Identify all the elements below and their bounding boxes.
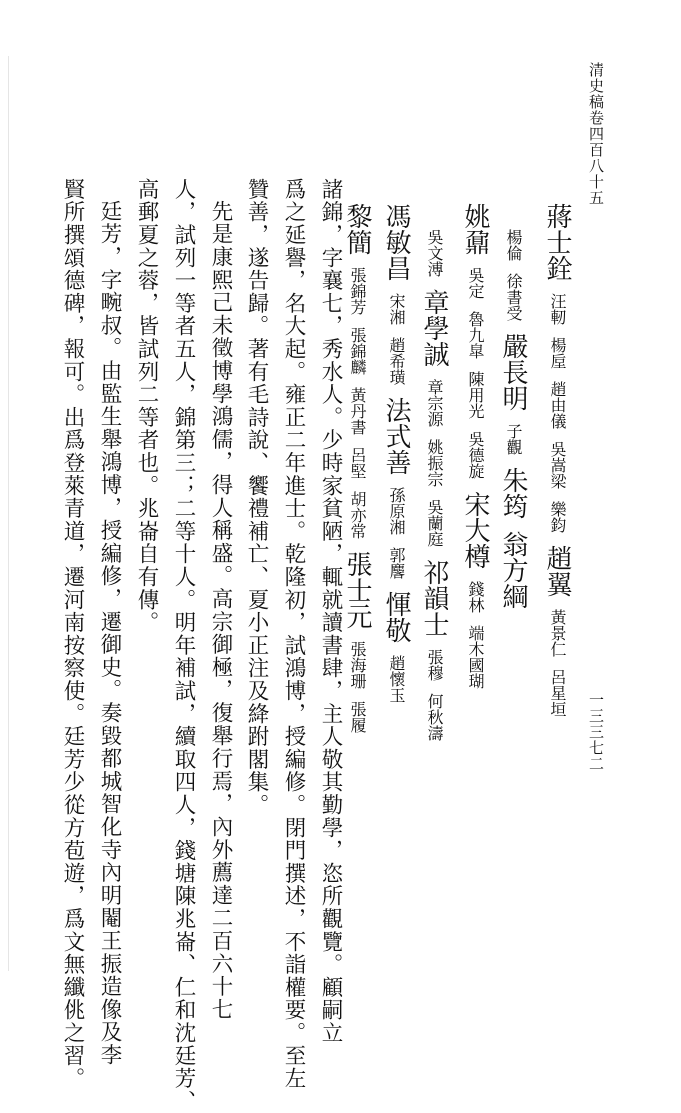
toc-entry-column xyxy=(462,203,488,689)
toc-entry-column xyxy=(544,203,570,717)
appended-biography-name: 張穆 xyxy=(425,649,444,681)
appended-biography-name: 吳嵩梁 xyxy=(548,441,567,489)
appended-biography-name: 汪軔 xyxy=(548,293,567,325)
appended-biography-name: 端木國瑚 xyxy=(466,625,485,689)
main-biography-name: 宋大樽 xyxy=(460,491,490,569)
appended-biography-name: 吳文溥 xyxy=(425,229,444,277)
main-biography-name: 趙翼 xyxy=(542,545,572,597)
appended-biography-name: 黃景仁 xyxy=(548,609,567,657)
page-number: 一三三七二 xyxy=(587,692,605,772)
toc-entry-column xyxy=(344,203,370,733)
main-biography-name: 法式善 xyxy=(381,397,411,475)
appended-biography-name: 張錦芳 xyxy=(348,267,367,315)
body-column: 人，試列一等者五人，錦第三；二等十人。明年補試，續取四人，錢塘陳兆崙、仁和沈廷芳、 xyxy=(171,178,196,1113)
appended-biography-name: 宋湘 xyxy=(387,293,406,325)
toc-entry-column xyxy=(383,203,409,703)
main-biography-name: 黎簡 xyxy=(342,203,372,255)
appended-biography-name: 章宗源 xyxy=(425,379,444,427)
appended-biography-name: 楊倫 xyxy=(504,229,523,261)
main-biography-name: 惲敬 xyxy=(381,591,411,643)
appended-biography-name: 張海珊 xyxy=(348,641,367,689)
body-column: 贊善，遂告歸。著有毛詩說、饗禮補亡、夏小正注及絳跗閣集。 xyxy=(244,178,269,817)
body-column: 諸錦，字襄七，秀水人。少時家貧陋，輒就讀書肆，主人敬其勤學，恣所觀覽。顧嗣立 xyxy=(318,178,343,1045)
body-column: 賢所撰頌德碑，報可。出爲登萊青道，遷河南按察使。廷芳少從方苞遊，爲文無纖佻之習。 xyxy=(60,178,85,1090)
main-biography-name: 朱筠 xyxy=(498,467,528,519)
main-biography-name: 馮敏昌 xyxy=(381,203,411,281)
appended-biography-name: 呂堅 xyxy=(348,447,367,479)
appended-biography-name: 胡亦常 xyxy=(348,491,367,539)
main-biography-name: 嚴長明 xyxy=(498,333,528,411)
body-column: 爲之延譽，名大起。雍正二年進士。乾隆初，試鴻博，授編修。閉門撰述，不詣權要。至左 xyxy=(281,178,306,1090)
appended-biography-name: 樂鈞 xyxy=(548,501,567,533)
running-title: 清史稿卷四百八十五 xyxy=(587,62,605,206)
toc-entry-column xyxy=(500,229,526,609)
appended-biography-name: 趙希璜 xyxy=(387,337,406,385)
appended-biography-name: 何秋濤 xyxy=(425,693,444,741)
appended-biography-name: 張錦麟 xyxy=(348,327,367,375)
appended-biography-name: 孫原湘 xyxy=(387,487,406,535)
body-column: 高郵夏之蓉，皆試列二等者也。兆崙自有傳。 xyxy=(134,178,159,634)
main-biography-name: 章學誠 xyxy=(419,289,449,367)
appended-biography-name: 趙由儀 xyxy=(548,381,567,429)
appended-biography-name: 吳德旋 xyxy=(466,431,485,479)
appended-biography-name: 徐書受 xyxy=(504,273,523,321)
appended-biography-name: 吳定 xyxy=(466,267,485,299)
toc-entry-column xyxy=(421,229,447,741)
appended-biography-name: 楊垕 xyxy=(548,337,567,369)
main-biography-name: 姚鼐 xyxy=(460,203,490,255)
main-biography-name: 蔣士銓 xyxy=(542,203,572,281)
appended-biography-name: 陳用光 xyxy=(466,371,485,419)
appended-biography-name: 黃丹書 xyxy=(348,387,367,435)
appended-biography-name: 姚振宗 xyxy=(425,439,444,487)
appended-biography-name: 呂星垣 xyxy=(548,669,567,717)
main-biography-name: 祁韻士 xyxy=(419,559,449,637)
appended-biography-name: 魯九皐 xyxy=(466,311,485,359)
appended-biography-name: 郭麐 xyxy=(387,547,406,579)
main-biography-name: 張士元 xyxy=(342,551,372,629)
appended-biography-name: 張履 xyxy=(348,701,367,733)
appended-biography-name: 吳蘭庭 xyxy=(425,499,444,547)
gutter-shadow-line xyxy=(8,56,9,971)
body-column: 廷芳，字畹叔。由監生舉鴻博，授編修，遷御史。奏毀都城智化寺內明閹王振造像及李 xyxy=(97,200,122,1067)
body-column: 先是康熙己未徵博學鴻儒，得人稱盛。高宗御極，復舉行焉，內外薦達二百六十七 xyxy=(208,200,233,1021)
appended-biography-name: 錢林 xyxy=(466,581,485,613)
appended-biography-name: 子觀 xyxy=(504,423,523,455)
main-biography-name: 翁方綱 xyxy=(498,531,528,609)
appended-biography-name: 趙懷玉 xyxy=(387,655,406,703)
